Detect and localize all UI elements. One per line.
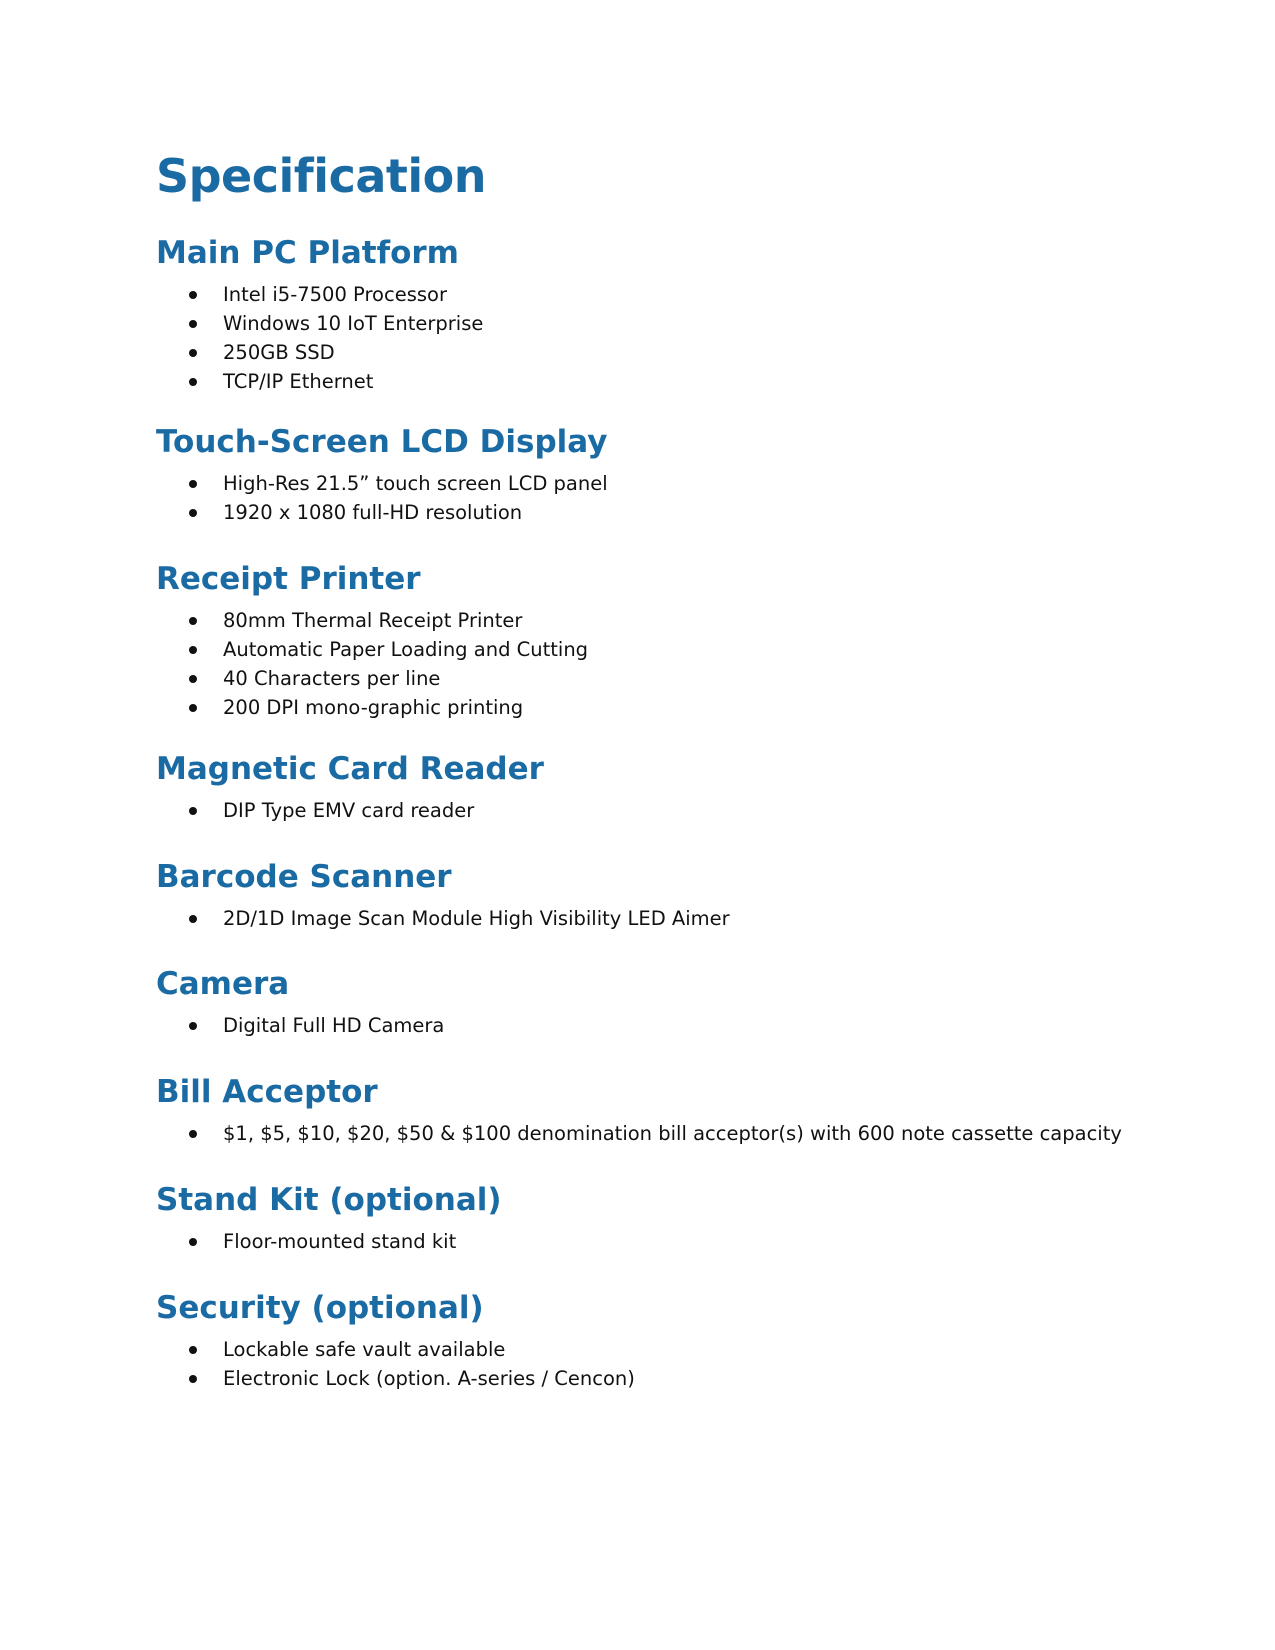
list-item-text: Lockable safe vault available xyxy=(223,1338,506,1361)
list-item-text: 2D/1D Image Scan Module High Visibility LED Aimer xyxy=(223,907,730,930)
section-touch-screen-lcd-display xyxy=(156,423,1156,527)
list-item-text: $1, $5, $10, $20, $50 & $100 denomination bill acceptor(s) with 600 note cassette capacity xyxy=(223,1122,1122,1145)
section-heading: Camera xyxy=(156,966,290,1002)
list-item xyxy=(156,796,1156,825)
list-item xyxy=(156,635,1156,664)
list-item-text: 250GB SSD xyxy=(223,341,335,364)
spec-list xyxy=(156,1011,1156,1040)
section-main-pc-platform xyxy=(156,234,1156,396)
list-item-text: Intel i5-7500 Processor xyxy=(223,283,447,306)
spec-list xyxy=(156,904,1156,933)
list-item xyxy=(156,1119,1156,1148)
section-receipt-printer xyxy=(156,560,1156,722)
section-bill-acceptor xyxy=(156,1073,1156,1148)
list-item-text: Automatic Paper Loading and Cutting xyxy=(223,638,589,661)
bullet-icon xyxy=(189,378,197,386)
bullet-icon xyxy=(189,320,197,328)
list-item-text: Electronic Lock (option. A-series / Cencon) xyxy=(223,1367,635,1390)
section-heading: Security (optional) xyxy=(156,1290,484,1326)
section-camera xyxy=(156,965,1156,1040)
page-title: Specification xyxy=(156,149,486,203)
list-item-text: 200 DPI mono-graphic printing xyxy=(223,696,524,719)
list-item xyxy=(156,280,1156,309)
bullet-icon xyxy=(189,349,197,357)
spec-list xyxy=(156,280,1156,396)
list-item-text: High-Res 21.5” touch screen LCD panel xyxy=(223,472,608,495)
section-heading: Touch-Screen LCD Display xyxy=(156,424,608,460)
list-item xyxy=(156,338,1156,367)
section-security xyxy=(156,1289,1156,1393)
list-item-text: 40 Characters per line xyxy=(223,667,441,690)
bullet-icon xyxy=(189,915,197,923)
section-barcode-scanner xyxy=(156,858,1156,933)
list-item-text: Windows 10 IoT Enterprise xyxy=(223,312,484,335)
list-item xyxy=(156,1011,1156,1040)
bullet-icon xyxy=(189,675,197,683)
bullet-icon xyxy=(189,807,197,815)
list-item xyxy=(156,1335,1156,1364)
bullet-icon xyxy=(189,1022,197,1030)
list-item xyxy=(156,1364,1156,1393)
list-item-text: TCP/IP Ethernet xyxy=(223,370,374,393)
list-item xyxy=(156,693,1156,722)
list-item xyxy=(156,309,1156,338)
bullet-icon xyxy=(189,1238,197,1246)
list-item-text: Floor-mounted stand kit xyxy=(223,1230,457,1253)
list-item xyxy=(156,367,1156,396)
list-item xyxy=(156,498,1156,527)
section-magnetic-card-reader xyxy=(156,750,1156,825)
bullet-icon xyxy=(189,1130,197,1138)
bullet-icon xyxy=(189,480,197,488)
bullet-icon xyxy=(189,509,197,517)
section-heading: Stand Kit (optional) xyxy=(156,1182,502,1218)
section-heading: Magnetic Card Reader xyxy=(156,751,544,787)
bullet-icon xyxy=(189,1346,197,1354)
bullet-icon xyxy=(189,646,197,654)
list-item xyxy=(156,469,1156,498)
bullet-icon xyxy=(189,291,197,299)
spec-list xyxy=(156,1119,1156,1148)
list-item-text: DIP Type EMV card reader xyxy=(223,799,475,822)
spec-list xyxy=(156,469,1156,527)
bullet-icon xyxy=(189,704,197,712)
spec-list xyxy=(156,1335,1156,1393)
spec-list xyxy=(156,1227,1156,1256)
spec-list xyxy=(156,796,1156,825)
section-heading: Barcode Scanner xyxy=(156,859,452,895)
section-stand-kit xyxy=(156,1181,1156,1256)
list-item-text: Digital Full HD Camera xyxy=(223,1014,445,1037)
list-item-text: 1920 x 1080 full-HD resolution xyxy=(223,501,523,524)
list-item xyxy=(156,1227,1156,1256)
list-item xyxy=(156,606,1156,635)
list-item xyxy=(156,664,1156,693)
list-item xyxy=(156,904,1156,933)
section-heading: Main PC Platform xyxy=(156,235,459,271)
list-item-text: 80mm Thermal Receipt Printer xyxy=(223,609,523,632)
spec-list xyxy=(156,606,1156,722)
bullet-icon xyxy=(189,1375,197,1383)
section-heading: Receipt Printer xyxy=(156,561,421,597)
bullet-icon xyxy=(189,617,197,625)
section-heading: Bill Acceptor xyxy=(156,1074,378,1110)
